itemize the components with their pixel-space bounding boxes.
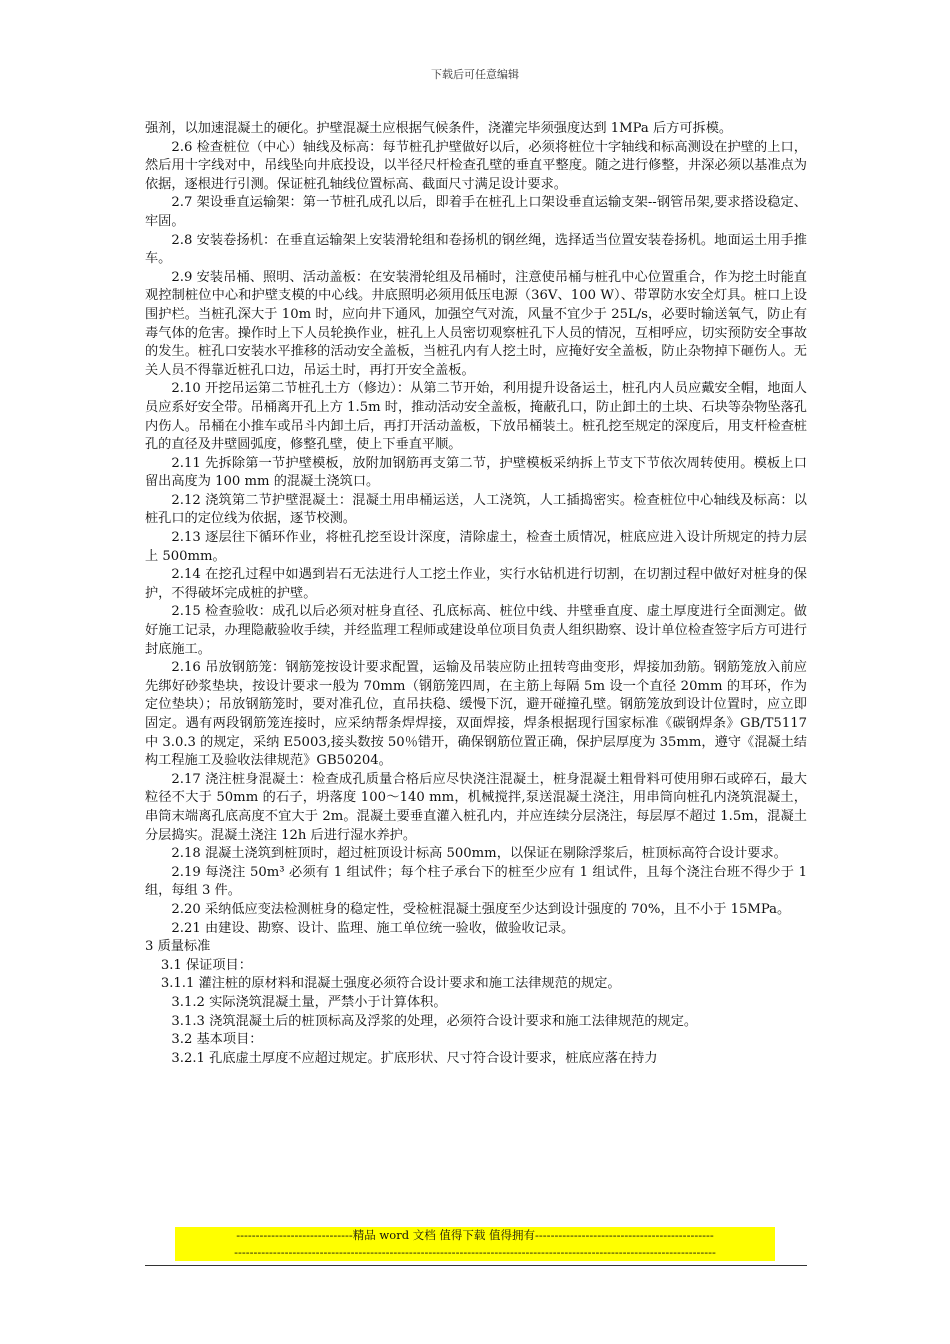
paragraph: 2.21 由建设、勘察、设计、监理、施工单位统一验收，做验收记录。	[171, 920, 575, 936]
paragraph: 3.1.3 浇筑混凝土后的桩顶标高及浮浆的处理，必须符合设计要求和施工法律规范的规定。	[171, 1013, 698, 1029]
paragraph: 3 质量标准	[145, 939, 211, 955]
footer-banner	[175, 1227, 775, 1261]
paragraph: 3.1 保证项目：	[160, 957, 252, 973]
document-body	[145, 120, 807, 1068]
paragraph: 2.8 安装卷扬机：在垂直运输架上安装滑轮组和卷扬机的钢丝绳，选择适当位置安装卷扬机。地面运土用手推车。	[145, 232, 807, 267]
paragraph: 2.6 检查桩位（中心）轴线及标高：每节桩孔护壁做好以后，必须将桩位十字轴线和标高测设在护壁的上口，然后用十字线对中，吊线坠向井底投设，以半径尺杆检查孔壁的垂直平整度。随之进行修整，井深必须以基准点为依据，逐根进行引测。保证桩孔轴线位置标高、截面尺寸满足设计要求。	[145, 139, 807, 192]
paragraph: 强剂，以加速混凝土的硬化。护壁混凝土应根据气候条件，浇灌完毕须强度达到 1MPa 后方可拆模。	[145, 121, 733, 136]
page-header: 下载后可任意编辑	[431, 68, 519, 81]
paragraph: 3.1.1 灌注桩的原材料和混凝土强度必须符合设计要求和施工法律规范的规定。	[160, 976, 621, 992]
footer-divider	[145, 1265, 807, 1266]
paragraph: 2.18 混凝土浇筑到桩顶时，超过桩顶设计标高 500mm，以保证在剔除浮浆后，桩顶标高符合设计要求。	[171, 846, 787, 862]
paragraph: 2.10 开挖吊运第二节桩孔土方（修边）：从第二节开始，利用提升设备运土，桩孔内人员应戴安全帽，地面人员应系好安全带。吊桶离开孔上方 1.5m 时，推动活动安全盖板，掩蔽孔口，防止卸土的土块、石块等杂物坠落孔内伤人。吊桶在小推车或吊斗内卸土后，再打开活动盖板，下放吊桶装土。桩孔挖至规定的深度后，用支杆检查桩孔的直径及井壁圆弧度，修整孔壁，使上下垂直平顺。	[145, 381, 807, 453]
paragraph: 2.13 逐层往下循环作业，将桩孔挖至设计深度，清除虚土，检查土质情况，桩底应进入设计所规定的持力层上 500mm。	[145, 530, 807, 564]
paragraph: 2.20 采纳低应变法检测桩身的稳定性，受检桩混凝土强度至少达到设计强度的 70%，且不小于 15MPa。	[171, 901, 791, 917]
paragraph: 2.14 在挖孔过程中如遇到岩石无法进行人工挖土作业，实行水钻机进行切割，在切割过程中做好对桩身的保护，不得破坏完成桩的护壁。	[145, 567, 807, 601]
paragraph: 2.19 每浇注 50m³ 必须有 1 组试件；每个柱子承台下的桩至少应有 1 组试件，且每个浇注台班不得少于 1 组，每组 3 件。	[145, 864, 807, 899]
paragraph: 2.7 架设垂直运输架：第一节桩孔成孔以后，即着手在桩孔上口架设垂直运输支架--钢管吊架,要求搭设稳定、牢固。	[145, 195, 807, 229]
paragraph: 3.2 基本项目：	[171, 1032, 263, 1048]
paragraph: 2.16 吊放钢筋笼：钢筋笼按设计要求配置，运输及吊装应防止扭转弯曲变形，焊接加劲筋。钢筋笼放入前应先绑好砂浆垫块，按设计要求一般为 70mm（钢筋笼四周，在主筋上每隔 5m 设一个直径 20mm 的耳环，作为定位垫块）；吊放钢筋笼时，要对准孔位，直吊扶稳、缓慢下沉，避开碰撞孔壁。钢筋笼放到设计位置时，应立即固定。遇有两段钢筋笼连接时，应采纳帮条焊焊接，双面焊接，焊条根据现行国家标准《碳钢焊条》GB/T5117 中 3.0.3 的规定，采纳 E5003,接头数按 50％错开，确保钢筋位置正确，保护层厚度为 35mm，遵守《混凝土结构工程施工及验收法律规范》GB50204。	[145, 660, 807, 769]
paragraph: 2.17 浇注桩身混凝土：检查成孔质量合格后应尽快浇注混凝土，桩身混凝土粗骨料可使用卵石或碎石，最大粒径不大于 50mm 的石子，坍落度 100～140 mm，机械搅拌,泵送混凝土浇注，用串筒向桩孔内浇筑混凝土，串筒末端离孔底高度不宜大于 2m。混凝土要垂直灌入桩孔内，并应连续分层浇注，每层厚不超过 1.5m，混凝土分层捣实。混凝土浇注 12h 后进行湿水养护。	[145, 771, 807, 843]
paragraph: 2.12 浇筑第二节护壁混凝土：混凝土用串桶运送，人工浇筑，人工插捣密实。检查桩位中心轴线及标高：以桩孔口的定位线为依据，逐节校测。	[145, 492, 807, 527]
footer-line-1: ------------------------------精品 word 文档 值得下载 值得拥有----------------------------------------------	[236, 1228, 714, 1242]
paragraph: 3.1.2 实际浇筑混凝土量，严禁小于计算体积。	[171, 994, 447, 1010]
paragraph: 2.11 先拆除第一节护壁模板，放附加钢筋再支第二节，护壁模板采纳拆上节支下节依次周转使用。模板上口留出高度为 100 mm 的混凝土浇筑口。	[145, 455, 807, 490]
paragraph: 3.2.1 孔底虚土厚度不应超过规定。扩底形状、尺寸符合设计要求，桩底应落在持力	[171, 1050, 658, 1066]
paragraph: 2.9 安装吊桶、照明、活动盖板：在安装滑轮组及吊桶时，注意使吊桶与桩孔中心位置重合，作为挖土时能直观控制桩位中心和护壁支模的中心线。井底照明必须用低压电源（36V、100 W）、带罩防水安全灯具。桩口上设围护栏。当桩孔深大于 10m 时，应向井下通风，加强空气对流，风量不宜少于 25L/s，必要时输送氧气，防止有毒气体的危害。操作时上下人员轮换作业，桩孔上人员密切观察桩孔下人员的情况，互相呼应，切实预防安全事故的发生。桩孔口安装水平推移的活动安全盖板，当桩孔内有人挖土时，应掩好安全盖板，防止杂物掉下砸伤人。无关人员不得靠近桩孔口边，吊运土时，再打开安全盖板。	[145, 269, 807, 378]
footer-line-2: ----------------------------------------------------------------------------------------------------------------------------	[234, 1245, 716, 1259]
paragraph: 2.15 检查验收：成孔以后必须对桩身直径、孔底标高、桩位中线、井壁垂直度、虚土厚度进行全面测定。做好施工记录，办理隐蔽验收手续，并经监理工程师或建设单位项目负责人组织勘察、设计单位检查签字后方可进行封底施工。	[145, 604, 807, 657]
